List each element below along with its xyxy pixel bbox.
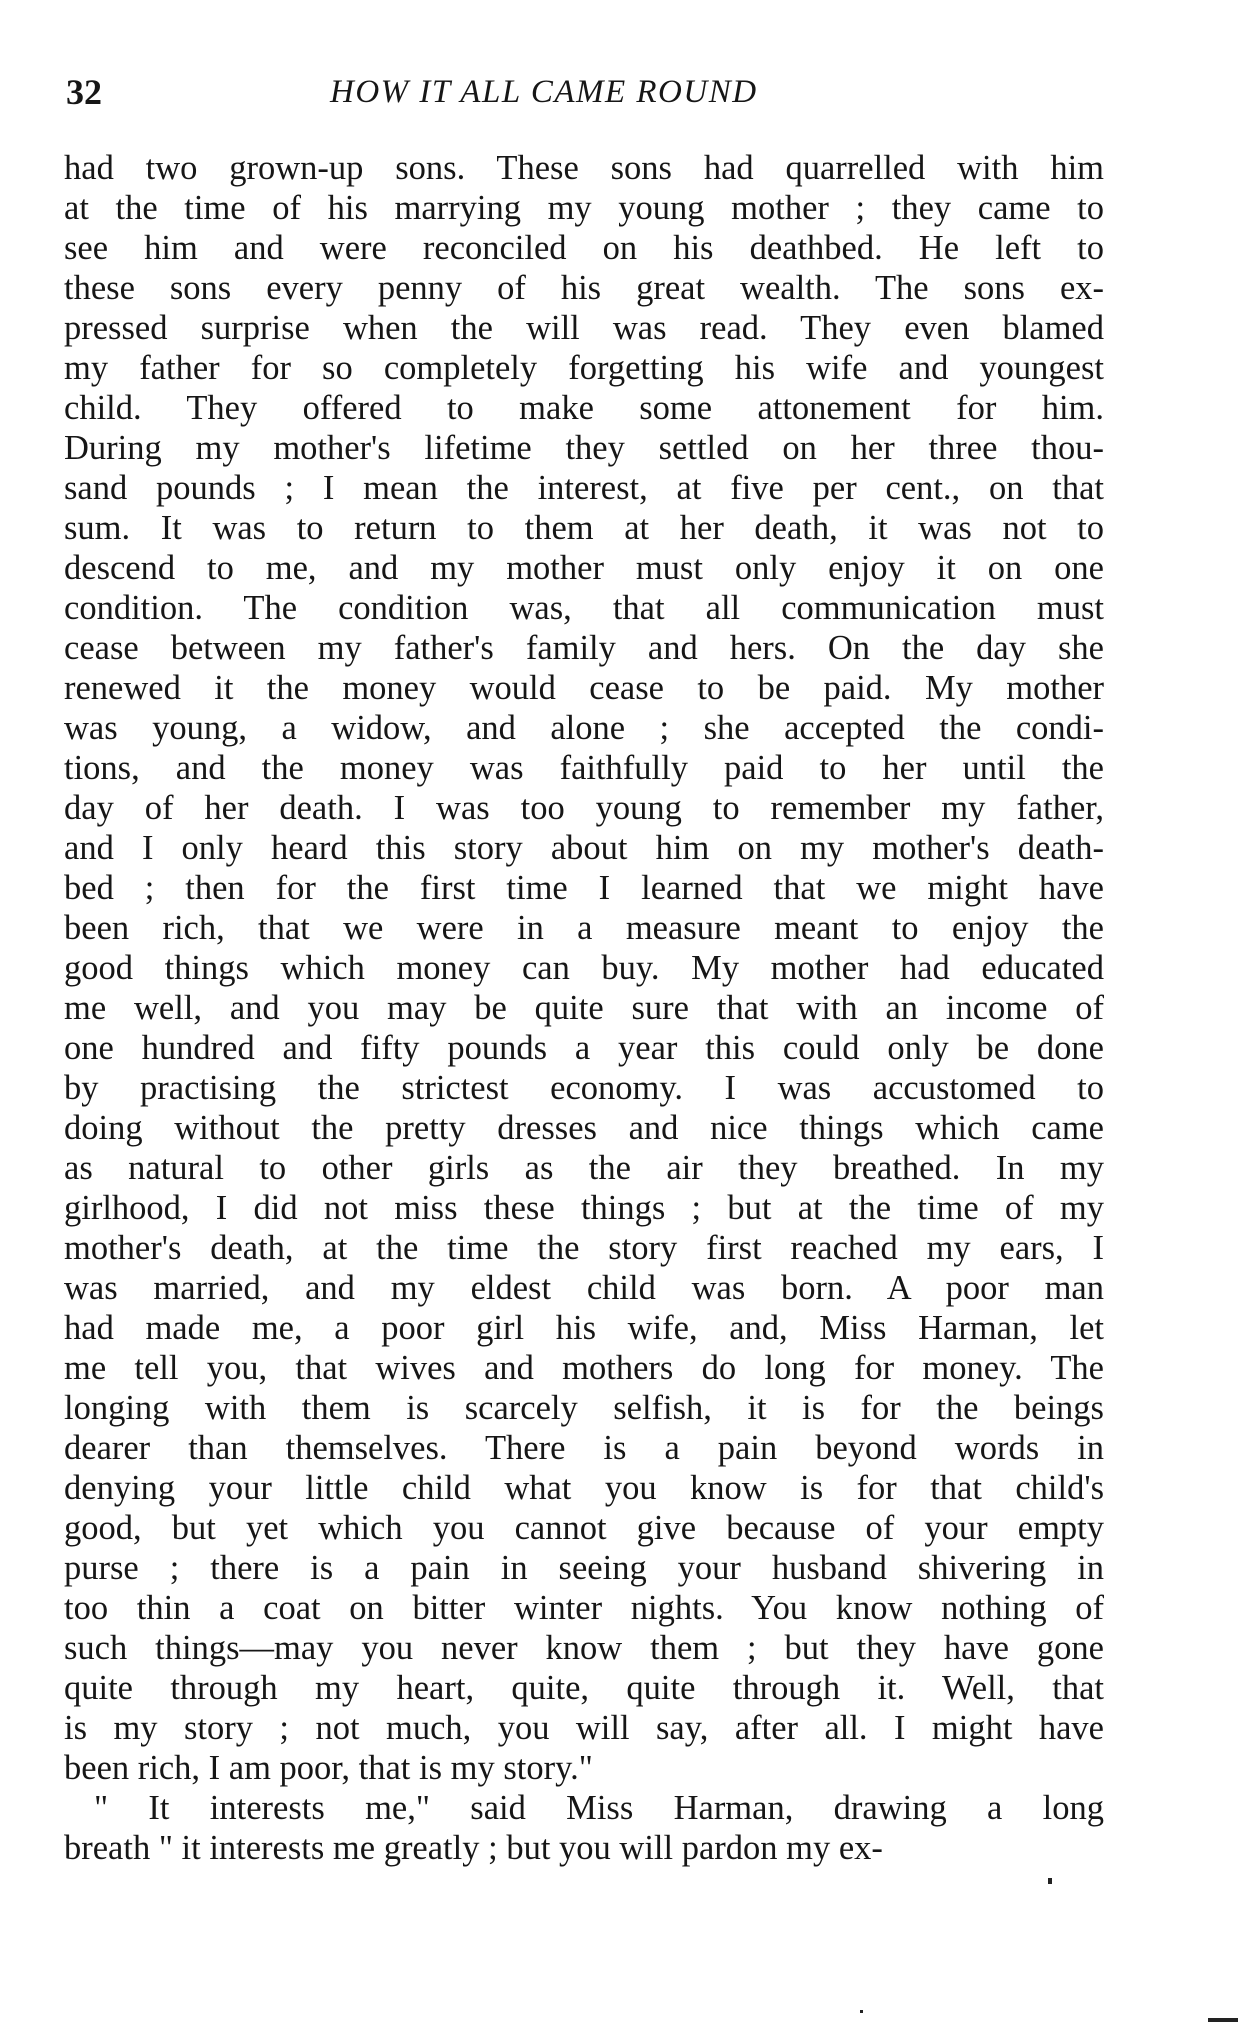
- text-line: too thin a coat on bitter winter nights. You know nothing of: [64, 1589, 1104, 1627]
- text-line: as natural to other girls as the air they breathed. In my: [64, 1149, 1104, 1187]
- text-line: by practising the strictest economy. I was accustomed to: [64, 1069, 1104, 1107]
- text-line: doing without the pretty dresses and nice things which came: [64, 1109, 1104, 1147]
- page-number: 32: [66, 72, 102, 112]
- scan-edge-mark: [1208, 2018, 1238, 2022]
- text-line: " It interests me," said Miss Harman, drawing a long: [94, 1789, 1104, 1827]
- text-line: child. They offered to make some attonement for him.: [64, 389, 1104, 427]
- text-line: During my mother's lifetime they settled on her three thou-: [64, 429, 1104, 467]
- body-text: [64, 148, 1104, 1868]
- text-line: was married, and my eldest child was born. A poor man: [64, 1269, 1104, 1307]
- text-line: see him and were reconciled on his deathbed. He left to: [64, 229, 1104, 267]
- running-title: HOW IT ALL CAME ROUND: [330, 74, 758, 110]
- text-line: sum. It was to return to them at her death, it was not to: [64, 509, 1104, 547]
- text-line: me tell you, that wives and mothers do long for money. The: [64, 1349, 1104, 1387]
- text-line: condition. The condition was, that all communication must: [64, 589, 1104, 627]
- text-line: been rich, that we were in a measure meant to enjoy the: [64, 909, 1104, 947]
- text-line: purse ; there is a pain in seeing your husband shivering in: [64, 1549, 1104, 1587]
- text-line: such things—may you never know them ; but they have gone: [64, 1629, 1104, 1667]
- text-line: day of her death. I was too young to remember my father,: [64, 789, 1104, 827]
- text-line: descend to me, and my mother must only enjoy it on one: [64, 549, 1104, 587]
- text-line: these sons every penny of his great wealth. The sons ex-: [64, 269, 1104, 307]
- text-line: one hundred and fifty pounds a year this could only be done: [64, 1029, 1104, 1067]
- text-line: longing with them is scarcely selfish, it is for the beings: [64, 1389, 1104, 1427]
- text-line: and I only heard this story about him on my mother's death-: [64, 829, 1104, 867]
- text-line: is my story ; not much, you will say, after all. I might have: [64, 1709, 1104, 1747]
- text-line: quite through my heart, quite, quite through it. Well, that: [64, 1669, 1104, 1707]
- text-line: had two grown-up sons. These sons had quarrelled with him: [64, 149, 1104, 187]
- text-line: tions, and the money was faithfully paid to her until the: [64, 749, 1104, 787]
- text-line: at the time of his marrying my young mother ; they came to: [64, 189, 1104, 227]
- text-line: breath " it interests me greatly ; but you will pardon my ex-: [64, 1829, 883, 1867]
- text-line: denying your little child what you know is for that child's: [64, 1469, 1104, 1507]
- text-line: bed ; then for the first time I learned that we might have: [64, 869, 1104, 907]
- text-line: been rich, I am poor, that is my story.": [64, 1749, 593, 1787]
- text-line: me well, and you may be quite sure that with an income of: [64, 989, 1104, 1027]
- scan-speck: [1048, 1878, 1052, 1884]
- text-line: had made me, a poor girl his wife, and, Miss Harman, let: [64, 1309, 1104, 1347]
- text-line: my father for so completely forgetting his wife and youngest: [64, 349, 1104, 387]
- text-line: cease between my father's family and hers. On the day she: [64, 629, 1104, 667]
- text-line: sand pounds ; I mean the interest, at five per cent., on that: [64, 469, 1104, 507]
- text-line: pressed surprise when the will was read. They even blamed: [64, 309, 1104, 347]
- text-line: mother's death, at the time the story first reached my ears, I: [64, 1229, 1104, 1267]
- text-line: was young, a widow, and alone ; she accepted the condi-: [64, 709, 1104, 747]
- text-line: girlhood, I did not miss these things ; but at the time of my: [64, 1189, 1104, 1227]
- scan-speck: [860, 2010, 863, 2013]
- text-line: renewed it the money would cease to be paid. My mother: [64, 669, 1104, 707]
- text-line: good things which money can buy. My mother had educated: [64, 949, 1104, 987]
- text-line: good, but yet which you cannot give because of your empty: [64, 1509, 1104, 1547]
- text-line: dearer than themselves. There is a pain beyond words in: [64, 1429, 1104, 1467]
